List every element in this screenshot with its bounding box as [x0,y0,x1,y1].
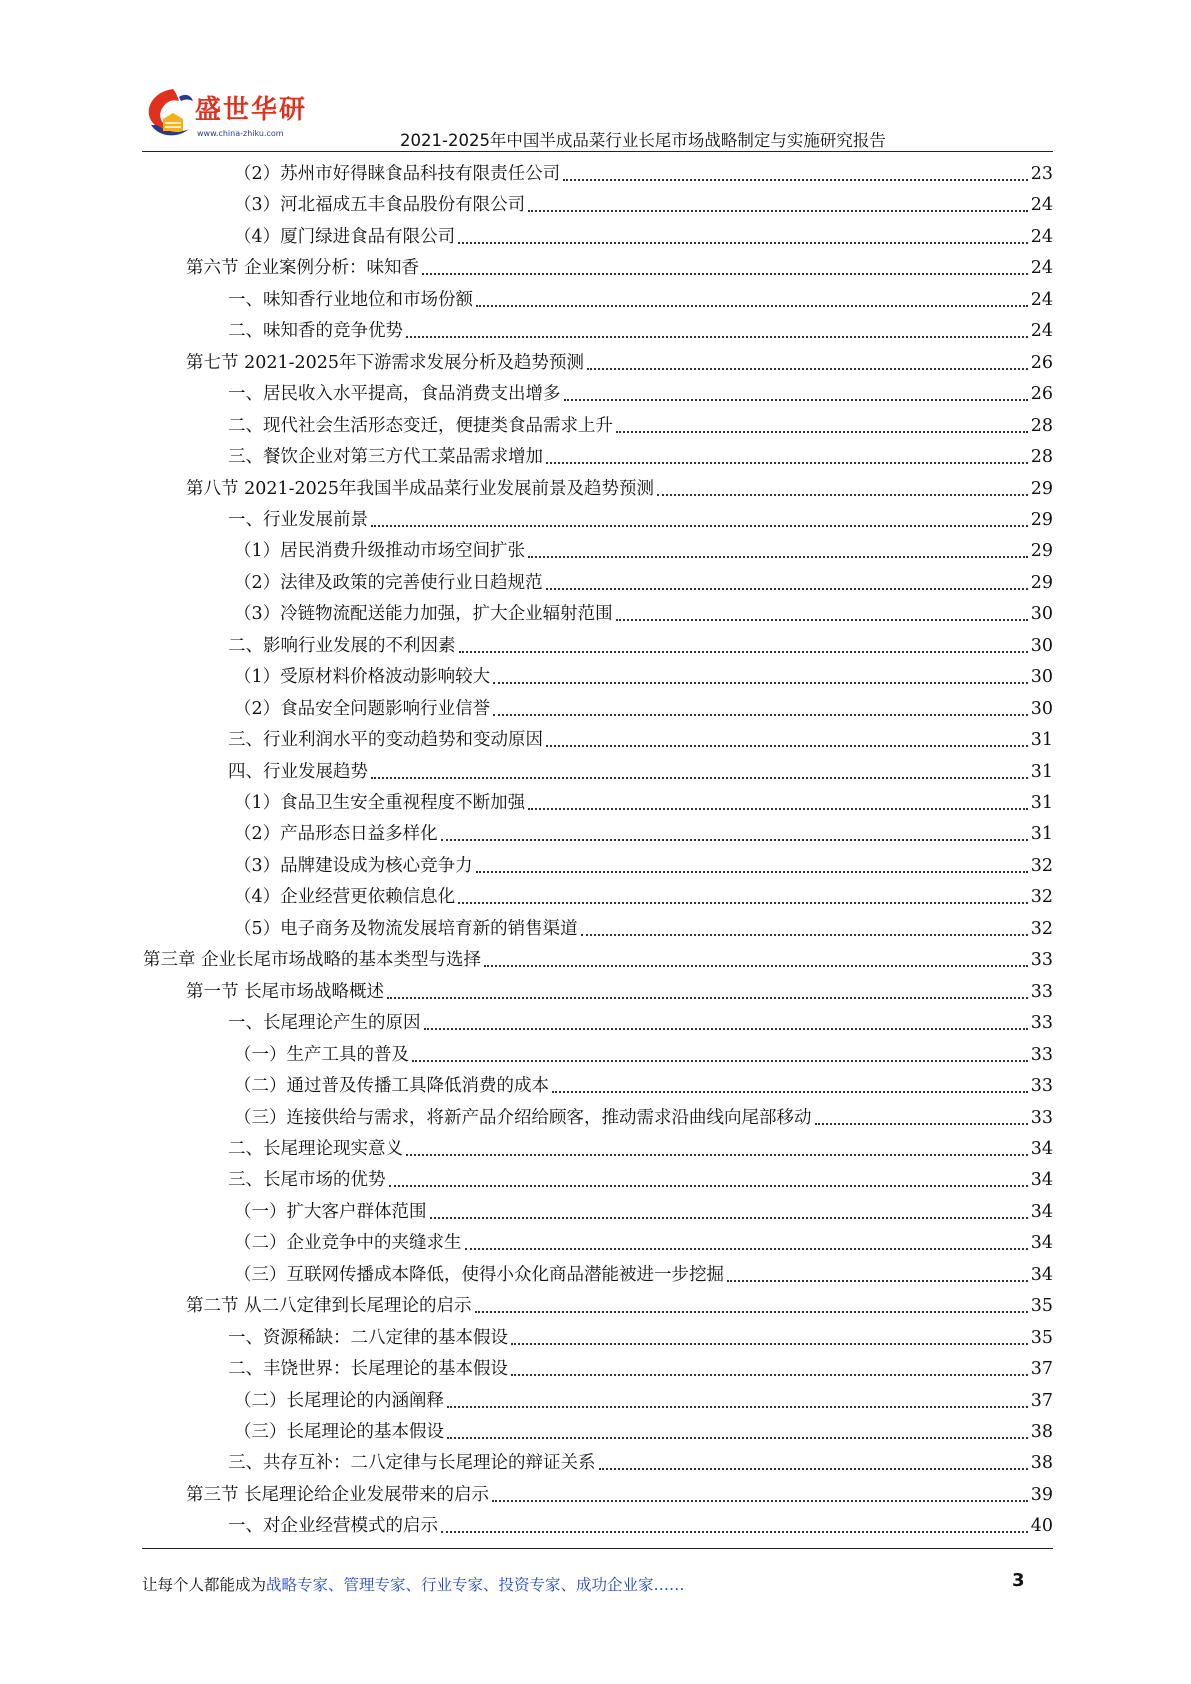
toc-entry[interactable] [228,1134,1053,1165]
toc-entry-title: （三）互联网传播成本降低，使得小众化商品潜能被进一步挖掘 [234,1264,724,1285]
toc-entry-page: 23 [1030,164,1053,184]
toc-entry-page: 31 [1030,824,1053,845]
toc-entry-title: （2）苏州市好得睐食品科技有限责任公司 [234,164,561,184]
toc-dot-leader [599,1468,1028,1470]
toc-entry-page: 24 [1030,226,1053,247]
toc-dot-leader [564,399,1028,401]
toc-entry[interactable] [234,1260,1053,1291]
toc-dot-leader [476,305,1028,307]
toc-dot-leader [371,777,1028,779]
toc-entry[interactable] [228,1165,1053,1196]
toc-entry-page: 30 [1030,604,1053,625]
toc-dot-leader [459,651,1028,653]
footer-slogan-accent: 战略专家、管理专家、行业专家、投资专家、成功企业家…… [266,1576,685,1594]
toc-entry-page: 28 [1030,447,1053,468]
toc-entry-page: 34 [1030,1138,1053,1159]
toc-entry-title: 第一节 长尾市场战略概述 [186,981,385,1002]
document-title: 2021-2025年中国半成品菜行业长尾市场战略制定与实施研究报告 [400,131,886,150]
toc-entry-page: 29 [1030,509,1053,530]
logo-swirl-icon [143,85,197,143]
toc-entry-title: 二、味知香的竞争优势 [228,321,403,342]
toc-dot-leader [441,839,1028,841]
toc-entry-title: 第三节 长尾理论给企业发展带来的启示 [186,1484,490,1505]
toc-entry-page: 34 [1030,1264,1053,1285]
toc-entry-page: 32 [1030,855,1053,876]
toc-entry-page: 24 [1030,289,1053,310]
toc-entry-title: 三、长尾市场的优势 [228,1170,386,1191]
toc-entry[interactable] [228,1448,1053,1479]
toc-dot-leader [389,1185,1028,1187]
toc-entry-title: 第七节 2021-2025年下游需求发展分析及趋势预测 [186,352,585,373]
toc-entry-title: 一、行业发展前景 [228,509,368,530]
toc-entry[interactable] [234,599,1053,630]
footer-divider [142,1548,1053,1549]
toc-dot-leader [430,1217,1028,1219]
toc-entry-page: 34 [1030,1201,1053,1222]
toc-dot-leader [484,965,1028,967]
toc-entry-page: 31 [1030,730,1053,751]
toc-entry[interactable] [228,1008,1053,1039]
toc-dot-leader [546,462,1028,464]
toc-entry-title: 一、资源稀缺：二八定律的基本假设 [228,1327,508,1348]
toc-dot-leader [412,1060,1028,1062]
toc-dot-leader [447,1406,1028,1408]
toc-entry-page: 28 [1030,415,1053,436]
toc-entry-title: （3）冷链物流配送能力加强，扩大企业辐射范围 [234,604,613,625]
toc-entry-page: 35 [1030,1296,1053,1317]
toc-entry-title: 一、味知香行业地位和市场份额 [228,289,473,310]
toc-entry-page: 38 [1030,1422,1053,1442]
toc-entry[interactable] [186,474,1053,505]
toc-dot-leader [552,1091,1028,1093]
toc-entry-page: 24 [1030,195,1053,216]
toc-entry[interactable] [234,1417,1053,1448]
toc-entry[interactable] [228,1354,1053,1385]
toc-entry[interactable] [234,851,1053,882]
toc-dot-leader [447,1437,1028,1439]
toc-entry-page: 24 [1030,258,1053,279]
toc-dot-leader [616,431,1028,433]
toc-entry-page: 34 [1030,1233,1053,1254]
company-logo [143,85,313,147]
toc-entry-title: （二）通过普及传播工具降低消费的成本 [234,1076,549,1097]
toc-entry[interactable] [228,631,1053,662]
toc-entry[interactable] [234,1040,1053,1071]
toc-dot-leader [458,902,1028,904]
toc-entry-title: 二、丰饶世界：长尾理论的基本假设 [228,1359,508,1380]
toc-entry-title: （1）受原材料价格波动影响较大 [234,667,491,688]
toc-entry[interactable] [234,882,1053,913]
toc-entry-title: 一、居民收入水平提高，食品消费支出增多 [228,384,561,405]
toc-entry-page: 29 [1030,478,1053,499]
toc-entry-title: 三、共存互补：二八定律与长尾理论的辩证关系 [228,1453,596,1474]
toc-entry[interactable] [234,1103,1053,1134]
toc-entry-title: 一、对企业经营模式的启示 [228,1516,438,1537]
toc-entry-title: （二）企业竞争中的夹缝求生 [234,1233,462,1254]
toc-dot-leader [441,1531,1028,1533]
toc-dot-leader [424,1028,1028,1030]
toc-entry-page: 30 [1030,667,1053,688]
toc-entry-title: 第三章 企业长尾市场战略的基本类型与选择 [143,950,482,971]
toc-entry-page: 33 [1030,1076,1053,1097]
toc-entry-title: （3）品牌建设成为核心竞争力 [234,855,473,876]
toc-entry[interactable] [143,945,1053,976]
toc-dot-leader [493,714,1028,716]
toc-entry-title: 三、行业利润水平的变动趋势和变动原因 [228,730,543,751]
logo-brand-name: 盛世华研 [195,95,308,125]
toc-entry-title: （一）生产工具的普及 [234,1044,409,1065]
toc-entry[interactable] [234,1197,1053,1228]
toc-dot-leader [476,871,1028,873]
toc-entry[interactable] [186,253,1053,284]
toc-entry-page: 31 [1030,761,1053,782]
toc-entry-page: 39 [1030,1484,1053,1505]
toc-entry-page: 31 [1030,793,1053,813]
toc-entry-page: 33 [1030,1044,1053,1065]
toc-entry-page: 37 [1030,1359,1053,1380]
toc-dot-leader [657,494,1028,496]
toc-entry-title: 二、影响行业发展的不利因素 [228,635,456,656]
toc-entry-page: 37 [1030,1390,1053,1411]
toc-dot-leader [406,336,1028,338]
toc-entry-title: 二、长尾理论现实意义 [228,1138,403,1159]
toc-entry-page: 35 [1030,1327,1053,1348]
toc-entry-page: 29 [1030,572,1053,593]
toc-entry-title: （二）长尾理论的内涵阐释 [234,1390,444,1411]
toc-entry[interactable] [228,757,1053,788]
toc-entry[interactable] [234,662,1053,693]
toc-dot-leader [546,745,1028,747]
toc-entry-title: （一）扩大客户群体范围 [234,1201,427,1222]
toc-dot-leader [528,556,1028,558]
toc-entry-title: （2）食品安全问题影响行业信誉 [234,698,491,719]
toc-entry-title: （三）长尾理论的基本假设 [234,1422,444,1442]
toc-dot-leader [371,525,1028,527]
toc-entry-page: 33 [1030,950,1053,971]
toc-entry-title: 四、行业发展趋势 [228,761,368,782]
footer-slogan [142,1573,685,1595]
toc-dot-leader [422,273,1028,275]
toc-entry-title: 二、现代社会生活形态变迁，便捷类食品需求上升 [228,415,613,436]
toc-entry-title: （2）法律及政策的完善使行业日趋规范 [234,572,543,593]
toc-dot-leader [475,1311,1028,1313]
toc-entry-title: 三、餐饮企业对第三方代工菜品需求增加 [228,447,543,468]
toc-entry[interactable] [234,914,1053,945]
toc-dot-leader [458,242,1028,244]
toc-entry-title: 第二节 从二八定律到长尾理论的启示 [186,1296,472,1317]
toc-entry-page: 34 [1030,1170,1053,1191]
footer-slogan-prefix: 让每个人都能成为 [142,1576,267,1594]
toc-entry-title: 第六节 企业案例分析：味知香 [186,258,420,279]
toc-dot-leader [465,1248,1028,1250]
toc-entry-title: （1）居民消费升级推动市场空间扩张 [234,541,526,562]
toc-dot-leader [546,588,1028,590]
toc-dot-leader [727,1280,1028,1282]
toc-entry-title: （1）食品卫生安全重视程度不断加强 [234,793,526,813]
toc-entry[interactable] [228,725,1053,756]
toc-dot-leader [387,997,1028,999]
toc-entry[interactable] [234,222,1053,253]
toc-entry-page: 33 [1030,981,1053,1002]
toc-entry[interactable] [234,1071,1053,1102]
toc-dot-leader [616,619,1028,621]
toc-dot-leader [563,179,1028,181]
toc-entry[interactable] [234,694,1053,725]
toc-dot-leader [493,682,1028,684]
toc-entry[interactable] [234,1386,1053,1417]
toc-entry-page: 24 [1030,321,1053,342]
toc-dot-leader [492,1500,1028,1502]
toc-entry[interactable] [228,442,1053,473]
toc-entry[interactable] [186,977,1053,1008]
toc-entry-title: 第八节 2021-2025年我国半成品菜行业发展前景及趋势预测 [186,478,655,499]
toc-dot-leader [815,1123,1028,1125]
toc-entry-title: （4）企业经营更依赖信息化 [234,887,456,908]
toc-entry-page: 38 [1030,1453,1053,1474]
toc-entry[interactable] [234,190,1053,221]
toc-entry-title: （4）厦门绿进食品有限公司 [234,226,456,247]
toc-entry-page: 30 [1030,698,1053,719]
toc-entry[interactable] [228,285,1053,316]
toc-entry[interactable] [228,411,1053,442]
toc-dot-leader [528,210,1028,212]
toc-entry-page: 26 [1030,352,1053,373]
toc-entry-page: 32 [1030,918,1053,939]
toc-entry[interactable] [234,788,1053,819]
toc-entry-page: 33 [1030,1107,1053,1128]
toc-entry[interactable] [186,1480,1053,1511]
toc-entry-title: （3）河北福成五丰食品股份有限公司 [234,195,526,216]
toc-entry-page: 26 [1030,384,1053,405]
toc-dot-leader [528,808,1028,810]
toc-dot-leader [511,1374,1028,1376]
toc-entry[interactable] [234,536,1053,567]
toc-dot-leader [581,934,1028,936]
toc-entry-title: （5）电子商务及物流发展培育新的销售渠道 [234,918,578,939]
logo-url: www.china-zhiku.com [197,129,284,138]
toc-dot-leader [406,1154,1028,1156]
toc-entry[interactable] [186,1291,1053,1322]
toc-entry[interactable] [234,819,1053,850]
toc-entry-page: 32 [1030,887,1053,908]
toc-entry-page: 40 [1030,1516,1053,1537]
toc-entry[interactable] [228,316,1053,347]
toc-entry[interactable] [234,568,1053,599]
toc-entry[interactable] [234,1228,1053,1259]
toc-entry-page: 33 [1030,1013,1053,1034]
toc-entry-page: 30 [1030,635,1053,656]
toc-entry[interactable] [186,348,1053,379]
header-divider [142,151,1053,152]
toc-entry[interactable] [234,159,1053,190]
toc-entry[interactable] [228,505,1053,536]
toc-dot-leader [587,368,1028,370]
page-number: 3 [1012,1570,1025,1591]
toc-entry-title: （三）连接供给与需求，将新产品介绍给顾客，推动需求沿曲线向尾部移动 [234,1107,812,1128]
toc-entry[interactable] [228,1323,1053,1354]
toc-entry-title: （2）产品形态日益多样化 [234,824,438,845]
toc-entry[interactable] [228,379,1053,410]
toc-dot-leader [511,1343,1028,1345]
toc-entry[interactable] [228,1511,1053,1542]
toc-entry-title: 一、长尾理论产生的原因 [228,1013,421,1034]
toc-entry-page: 29 [1030,541,1053,562]
